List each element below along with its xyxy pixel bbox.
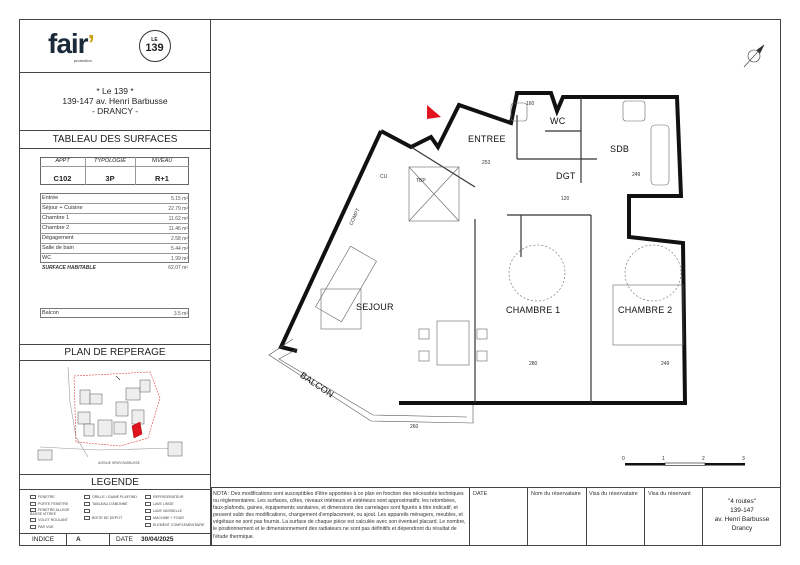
legend-item: PAR VUE <box>30 525 54 529</box>
logo-text: fair <box>48 28 88 59</box>
indice-value: A <box>76 536 81 543</box>
divider <box>527 487 528 546</box>
scale-label: 3 <box>742 456 745 462</box>
divider <box>40 223 189 224</box>
legende-title: LEGENDE <box>91 477 139 488</box>
row-value: 1.99 m² <box>171 256 188 262</box>
disclaimer-note: NOTA : Des modifications sont susceptibles d'être apportées à ce plan en fonction des nécessités techniques ou réglementaires. Les surfaces, côtes, niveaux intérieurs et extérieurs sont approximatifs; les retombées, faux-plafonds, gaines, équipements sanitaires, et dimensions des carrelages sont figurés à titre indicatif, et peuvent subir des modifications, changement d'emplacement, ou ajout. Les appareils ménagers, meubles, et végétaux ne sont pas fournis. La surface de chaque pièce est calculée avec son éventuel placard. Le nombre, le positionnement et le dimensionnement des radiateurs ne sont pas définitifs et dépendront du résultat de l'étude thermique. <box>213 491 466 540</box>
total-label: SURFACE HABITABLE <box>42 265 96 271</box>
row-value: 2.58 m² <box>171 236 188 242</box>
header-niveau: NIVEAU <box>151 158 173 164</box>
legend-item <box>84 509 92 513</box>
surfaces-title: TABLEAU DES SURFACES <box>52 134 178 145</box>
divider <box>19 533 211 534</box>
floor-plan <box>211 19 781 487</box>
room-chambre1: CHAMBRE 1 <box>506 305 561 315</box>
divider <box>19 474 211 475</box>
footer-project-line4: Drancy <box>731 525 753 532</box>
row-label: Dégagement <box>42 235 74 241</box>
divider <box>19 344 211 345</box>
legend-item: BOITE DE DEPOT <box>84 516 122 520</box>
balcony <box>269 339 473 423</box>
scale-label: 2 <box>702 456 705 462</box>
footer-visa-reservataire-head: Visa du réservataire <box>589 491 638 497</box>
label-compt: COMPT <box>348 207 362 227</box>
room-entree: ENTREE <box>468 134 506 144</box>
total-value: 62.07 m² <box>168 265 188 271</box>
header-typologie: TYPOLOGIE <box>94 158 126 164</box>
site-map <box>28 362 208 472</box>
typologie-value: 3P <box>105 174 115 183</box>
room-sejour: SEJOUR <box>356 302 394 312</box>
divider <box>19 489 211 490</box>
balcon-value: 3.5 m² <box>173 311 188 317</box>
legend-item: GRILLE / GAINE PLAFOND <box>84 495 137 499</box>
legend-item: ELEMENT COMPLEMENTAIRE <box>145 523 204 527</box>
label-cu: CU <box>380 174 388 180</box>
badge-top: LE <box>151 37 158 43</box>
legend-item: FENETRE <box>30 495 55 499</box>
reperage-title: PLAN DE REPERAGE <box>64 347 166 358</box>
scale-label: 1 <box>662 456 665 462</box>
dim-120: 120 <box>561 196 570 202</box>
divider <box>109 533 110 546</box>
balcon-label: Balcon <box>42 310 59 316</box>
footer-project-line3: av. Henri Barbusse <box>714 516 770 523</box>
footer-project-line2: 139-147 <box>730 507 754 514</box>
divider <box>40 166 189 167</box>
scale-label: 0 <box>622 456 625 462</box>
row-label: Salle de bain <box>42 245 74 251</box>
divider <box>40 203 189 204</box>
legend-item: TABLEAU D'ABONNE <box>84 502 128 506</box>
row-label: Entrée <box>42 195 59 201</box>
legend-item: FENETRE ALLEGE BASSE VITREE <box>30 508 70 517</box>
divider <box>19 148 211 149</box>
divider <box>66 533 67 546</box>
footer-project-line1: "4 routes" <box>727 498 757 505</box>
legend-item: REFRIGERATEUR <box>145 495 183 499</box>
dim-249a: 249 <box>632 172 641 178</box>
footer-date-head: DATE <box>473 491 488 497</box>
header-appt: APPT <box>55 158 70 164</box>
legend-item: LAVE LINGE <box>145 502 174 506</box>
dim-253: 253 <box>482 160 491 166</box>
divider <box>586 487 587 546</box>
niveau-value: R+1 <box>155 174 169 183</box>
divider <box>40 243 189 244</box>
row-value: 11.46 m² <box>168 226 188 232</box>
project-line2: 139-147 av. Henri Barbusse <box>62 96 168 106</box>
legend-item: PORTE FENETRE <box>30 502 68 506</box>
room-dgt: DGT <box>556 171 576 181</box>
scale-bar <box>625 463 745 466</box>
date-label: DATE <box>116 536 133 543</box>
footer-visa-reservant-head: Visa du réservant <box>648 491 691 497</box>
brand-logo: fair’ <box>48 28 94 59</box>
room-sdb: SDB <box>610 144 630 154</box>
room-chambre2: CHAMBRE 2 <box>618 305 673 315</box>
logo-subtitle: promotion <box>74 58 92 63</box>
divider <box>644 487 645 546</box>
divider <box>19 130 211 131</box>
divider <box>40 233 189 234</box>
legend-item: LAVE VAISSELLE <box>145 509 182 513</box>
room-wc: WC <box>550 116 566 126</box>
project-line3: - DRANCY - <box>91 106 139 116</box>
indice-label: INDICE <box>32 536 55 543</box>
row-label: Chambre 1 <box>42 215 70 221</box>
row-label: WC <box>42 255 52 261</box>
divider <box>19 72 211 73</box>
legend-item: VOLET ROULANT <box>30 518 68 522</box>
orientation-marker <box>427 105 441 119</box>
date-value: 30/04/2025 <box>141 536 174 543</box>
label-tbp: TBP <box>416 178 426 184</box>
legend-item: MACHINE + FOUR <box>145 516 184 520</box>
project-badge <box>139 30 171 62</box>
footer-nom-head: Nom du réservataire <box>531 491 581 497</box>
divider <box>40 253 189 254</box>
dim-260: 260 <box>410 424 419 430</box>
badge-number: 139 <box>145 42 164 54</box>
divider <box>469 487 470 546</box>
divider <box>40 213 189 214</box>
room-balcon: BALCON <box>298 370 336 400</box>
row-label: Séjour + Cuisine <box>42 205 83 211</box>
row-value: 5.15 m² <box>171 196 188 202</box>
dim-160: 160 <box>526 101 535 107</box>
compass <box>744 45 764 67</box>
row-label: Chambre 2 <box>42 225 70 231</box>
dim-280: 280 <box>529 361 538 367</box>
appt-value: C102 <box>53 174 72 183</box>
divider <box>19 360 211 361</box>
row-value: 22.79 m² <box>168 206 188 212</box>
street-label: AVENUE HENRI BARBUSSE <box>98 461 140 465</box>
row-value: 5.44 m² <box>171 246 188 252</box>
project-line1: * Le 139 * <box>96 86 134 96</box>
dim-249b: 249 <box>661 361 670 367</box>
row-value: 11.62 m² <box>168 216 188 222</box>
